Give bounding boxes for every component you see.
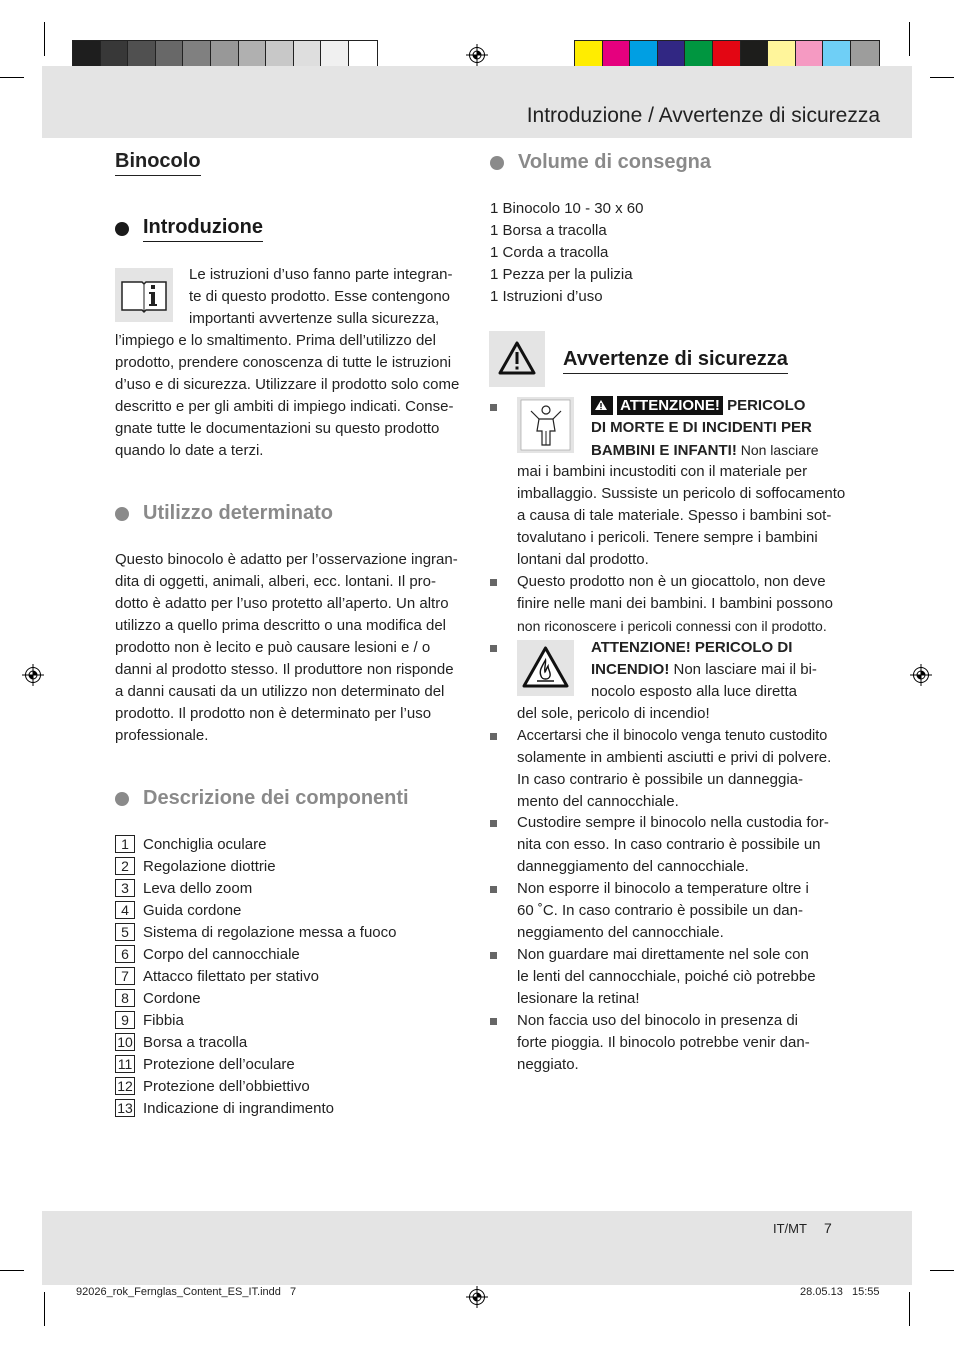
square-bullet	[490, 579, 497, 586]
crop-mark	[0, 77, 24, 78]
color-swatch	[851, 41, 879, 69]
component-number: 1	[115, 835, 135, 853]
list-item: 1 Corda a tracolla	[490, 244, 609, 261]
section-heading-components: Descrizione dei componenti	[115, 787, 409, 810]
page-number: 7	[824, 1220, 832, 1236]
bullet-dot	[115, 507, 129, 521]
safety-bullet-4: Accertarsi che il binocolo venga tenuto custodito solamente in ambienti asciutti e privi di polvere. In caso contrario è possibile un danneggia- mento del cannocchiale.	[517, 728, 832, 810]
registration-mark-icon	[910, 664, 932, 686]
color-swatch	[266, 41, 294, 69]
list-item: 1 Pezza per la pulizia	[490, 266, 633, 283]
component-number: 11	[115, 1055, 135, 1073]
crop-mark	[930, 1270, 954, 1271]
color-swatch	[796, 41, 824, 69]
component-label: Regolazione diottrie	[143, 857, 276, 875]
color-swatch	[349, 41, 377, 69]
safety-bullet-8: Non faccia uso del binocolo in presenza di forte pioggia. Il binocolo potrebbe venir dan- neggiato.	[517, 1012, 810, 1073]
component-item	[115, 987, 396, 1009]
components-list	[115, 833, 396, 1119]
color-swatch	[156, 41, 184, 69]
square-bullet	[490, 820, 497, 827]
component-item	[115, 1053, 396, 1075]
color-swatch	[321, 41, 349, 69]
color-swatch	[741, 41, 769, 69]
color-swatch	[685, 41, 713, 69]
warning-triangle-icon	[489, 331, 545, 387]
color-swatch	[128, 41, 156, 69]
crop-mark	[909, 1292, 910, 1326]
usage-paragraph: Questo binocolo è adatto per l’osservazione ingran- dita di oggetti, animali, alberi, ecc. lontani. Il pro- dotto è adatto per l’uso protetto all’aperto. Un altro utilizzo a quello prima descritto o una modifica del prodotto non è lecito e può causare lesioni e / o danni al prodotto stesso. Il produttore non risponde a danni causati da un utilizzo non determinato del prodotto. Il prodotto non è determinato per l’uso professionale.	[115, 551, 458, 744]
bullet-dot	[490, 156, 504, 170]
component-label: Corpo del cannocchiale	[143, 945, 300, 963]
warning-small-icon	[594, 399, 608, 411]
component-number: 8	[115, 989, 135, 1007]
list-item: 1 Borsa a tracolla	[490, 222, 607, 239]
crop-mark	[909, 22, 910, 56]
color-swatch	[713, 41, 741, 69]
component-label: Protezione dell’oculare	[143, 1055, 295, 1073]
safety-bullet-1: ATTENZIONE! PERICOLO DI MORTE E DI INCIDENTI PER BAMBINI E INFANTI! Non lasciare	[591, 397, 819, 459]
crop-mark	[44, 1292, 45, 1326]
square-bullet	[490, 886, 497, 893]
component-label: Attacco filettato per stativo	[143, 967, 319, 985]
crop-mark	[930, 77, 954, 78]
color-swatch	[73, 41, 101, 69]
safety-bullet-3: ATTENZIONE! PERICOLO DI INCENDIO! Non lasciare mai il bi- nocolo esposto alla luce diretta	[591, 639, 817, 700]
safety-bullet-7: Non guardare mai direttamente nel sole con le lenti del cannocchiale, poiché ciò potrebbe lesionare la retina!	[517, 946, 816, 1007]
component-number: 6	[115, 945, 135, 963]
component-number: 10	[115, 1033, 135, 1051]
color-swatch	[239, 41, 267, 69]
component-label: Protezione dell’obbiettivo	[143, 1077, 310, 1095]
footer-filename: 92026_rok_Fernglas_Content_ES_IT.indd 7	[76, 1286, 297, 1298]
crop-mark	[0, 1270, 24, 1271]
component-number: 5	[115, 923, 135, 941]
component-label: Borsa a tracolla	[143, 1033, 248, 1051]
component-item	[115, 1009, 396, 1031]
square-bullet	[490, 733, 497, 740]
section-heading-usage: Utilizzo determinato	[115, 502, 333, 525]
color-swatch	[101, 41, 129, 69]
section-heading-volume: Volume di consegna	[490, 151, 711, 174]
component-label: Sistema di regolazione messa a fuoco	[143, 923, 397, 941]
component-number: 12	[115, 1077, 135, 1095]
square-bullet	[490, 645, 497, 652]
component-item	[115, 965, 396, 987]
component-item	[115, 899, 396, 921]
intro-paragraph-indented: Le istruzioni d’uso fanno parte integran- te di questo prodotto. Esse contengono importanti avvertenze sulla sicurezza,	[189, 266, 453, 327]
color-swatch	[768, 41, 796, 69]
component-number: 7	[115, 967, 135, 985]
safety-heading: Avvertenze di sicurezza	[563, 348, 788, 374]
registration-mark-icon	[22, 664, 44, 686]
bullet-dot	[115, 222, 129, 236]
component-label: Fibbia	[143, 1011, 184, 1029]
component-label: Indicazione di ingrandimento	[143, 1099, 334, 1117]
color-swatch	[183, 41, 211, 69]
safety-bullet-1-cont: mai i bambini incustoditi con il materiale per imballaggio. Sussiste un pericolo di soffocamento a causa di tale materiale. Spesso i bambini sot- tovalutano i pericoli. Tenere sempre i bambini lontani dal prodotto.	[517, 463, 846, 568]
delivery-list	[490, 198, 643, 308]
safety-bullet-5: Custodire sempre il binocolo nella custodia for- nita con esso. In caso contrario è possibile un danneggiamento del cannocchiale.	[517, 814, 829, 875]
list-item: 1 Istruzioni d’uso	[490, 288, 603, 305]
product-title: Binocolo	[115, 150, 201, 176]
attention-badge	[591, 396, 613, 415]
list-item: 1 Binocolo 10 - 30 x 60	[490, 200, 644, 217]
color-swatch	[630, 41, 658, 69]
component-number: 3	[115, 879, 135, 897]
color-swatch	[294, 41, 322, 69]
safety-bullet-6: Non esporre il binocolo a temperature oltre i 60 ˚C. In caso contrario è possibile un dan- neggiamento del cannocchiale.	[517, 880, 809, 941]
component-item	[115, 921, 396, 943]
registration-mark-icon	[466, 44, 488, 66]
component-item	[115, 1097, 396, 1119]
component-number: 13	[115, 1099, 135, 1117]
section-heading-intro: Introduzione	[115, 216, 263, 242]
page-language: IT/MT	[773, 1221, 807, 1236]
child-warning-icon	[517, 397, 574, 453]
intro-paragraph: l’impiego e lo smaltimento. Prima dell’utilizzo del prodotto, prendere conoscenza di tutte le istruzioni d’uso e di sicurezza. Utilizzare il prodotto solo come descritto e per gli ambiti di impiego indicati. Conse- gnate tutte le documentazioni su questo prodotto quando lo date a terzi.	[115, 332, 460, 459]
component-label: Leva dello zoom	[143, 879, 253, 897]
component-item	[115, 877, 396, 899]
footer-date: 28.05.13 15:55	[800, 1286, 880, 1298]
crop-mark	[44, 22, 45, 56]
component-item	[115, 833, 396, 855]
square-bullet	[490, 404, 497, 411]
color-swatch	[658, 41, 686, 69]
component-number: 4	[115, 901, 135, 919]
component-item	[115, 855, 396, 877]
component-number: 9	[115, 1011, 135, 1029]
bullet-dot	[115, 792, 129, 806]
color-swatch	[211, 41, 239, 69]
component-item	[115, 943, 396, 965]
color-swatch	[575, 41, 603, 69]
page-title: Introduzione / Avvertenze di sicurezza	[526, 104, 880, 127]
color-swatch	[823, 41, 851, 69]
info-book-icon	[115, 268, 173, 322]
component-label: Guida cordone	[143, 901, 242, 919]
fire-warning-icon	[517, 640, 574, 696]
color-swatch	[603, 41, 631, 69]
component-label: Cordone	[143, 989, 201, 1007]
square-bullet	[490, 952, 497, 959]
square-bullet	[490, 1018, 497, 1025]
component-item	[115, 1075, 396, 1097]
safety-bullet-2: Questo prodotto non è un giocattolo, non deve finire nelle mani dei bambini. I bambini possono non riconoscere i pericoli connessi con il prodotto.	[517, 573, 834, 634]
component-label: Conchiglia oculare	[143, 835, 267, 853]
component-number: 2	[115, 857, 135, 875]
registration-mark-icon	[466, 1286, 488, 1308]
safety-bullet-3-cont: del sole, pericolo di incendio!	[517, 705, 710, 722]
component-item	[115, 1031, 396, 1053]
